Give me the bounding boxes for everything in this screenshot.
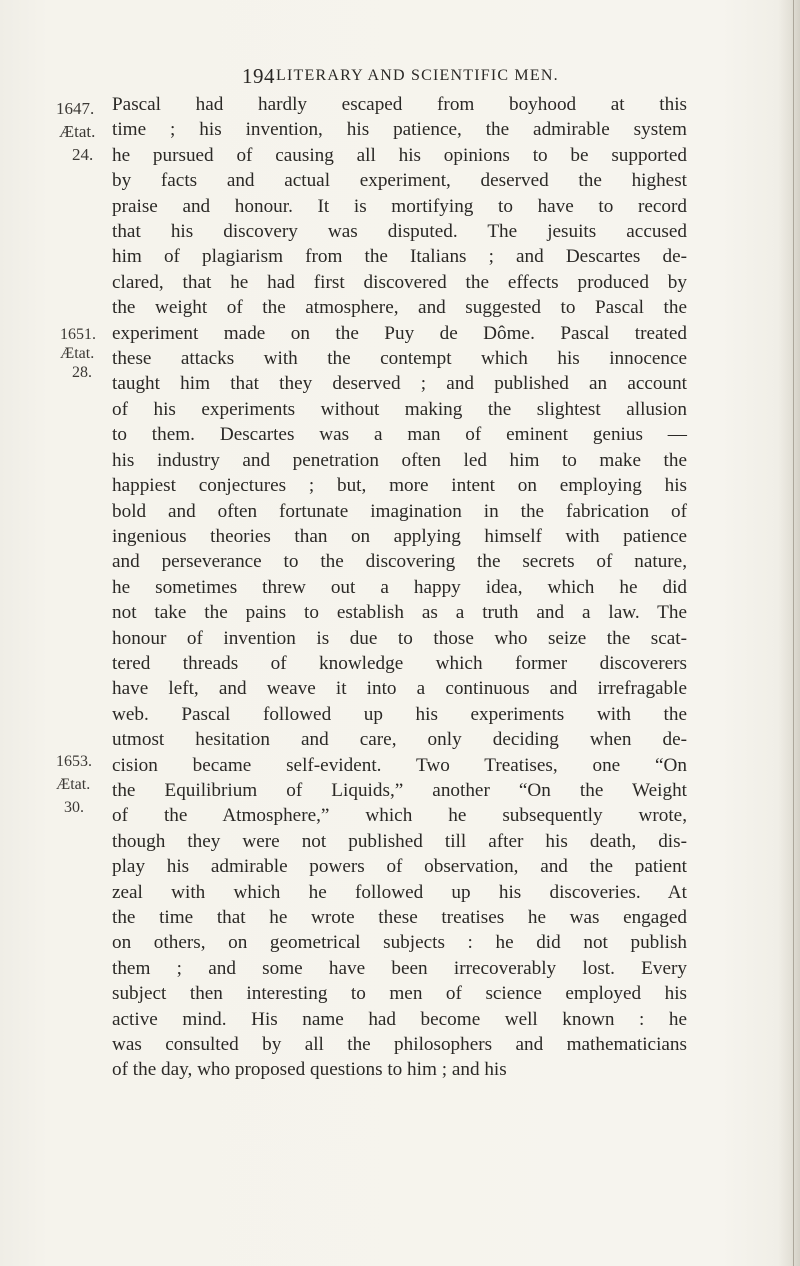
body-line: of the Atmosphere,” which he subsequently wrote, [112, 805, 687, 827]
body-line: he sometimes threw out a happy idea, which he did [112, 576, 687, 598]
page-edge-line [793, 0, 794, 1266]
margin-note-1651 [60, 325, 96, 382]
body-line: praise and honour. It is mortifying to have to record [112, 195, 687, 217]
margin-note-year: 1653. [56, 753, 92, 770]
page-number: 194 [242, 64, 275, 88]
body-line: of his experiments without making the slightest allusion [112, 398, 687, 420]
margin-note-age: 24. [72, 145, 94, 164]
body-line: and perseverance to the discovering the secrets of nature, [112, 551, 687, 573]
body-line: the time that he wrote these treatises he was engaged [112, 907, 687, 928]
body-line: of the day, who proposed questions to him ; and his [112, 1059, 507, 1081]
page-edge-shadow [778, 0, 800, 1266]
body-line: them ; and some have been irrecoverably lost. Every [112, 957, 687, 979]
body-line: by facts and actual experiment, deserved the highest [112, 170, 687, 192]
running-title: LITERARY AND SCIENTIFIC MEN. [276, 67, 559, 84]
body-line: time ; his invention, his patience, the admirable system [112, 119, 687, 141]
body-line: Pascal had hardly escaped from boyhood at this [112, 94, 687, 115]
margin-note-aetat: Ætat. [59, 122, 96, 141]
body-line: taught him that they deserved ; and published an account [112, 373, 687, 395]
body-line: he pursued of causing all his opinions to be supported [112, 144, 687, 166]
margin-note-aetat: Ætat. [60, 345, 95, 362]
body-text [112, 92, 687, 1083]
body-line: experiment made on the Puy de Dôme. Pascal treated [112, 322, 687, 344]
margin-note-age: 28. [72, 364, 92, 381]
body-line: on others, on geometrical subjects : he did not publish [112, 932, 687, 954]
body-line: tered threads of knowledge which former discoverers [112, 652, 687, 674]
margin-note-age: 30. [64, 799, 84, 816]
body-line: honour of invention is due to those who seize the scat- [112, 627, 687, 649]
body-line: active mind. His name had become well known : he [112, 1008, 687, 1030]
body-line: web. Pascal followed up his experiments with the [112, 703, 687, 725]
body-line: clared, that he had first discovered the effects produced by [112, 271, 687, 293]
body-line: happiest conjectures ; but, more intent on employing his [112, 475, 687, 497]
body-line: cision became self-evident. Two Treatises, one “On [112, 754, 687, 776]
body-line: zeal with which he followed up his discoveries. At [112, 881, 687, 903]
running-head [0, 64, 800, 90]
body-line: have left, and weave it into a continuous and irrefragable [112, 678, 687, 700]
body-line: ingenious theories than on applying himself with patience [112, 525, 687, 547]
body-line: that his discovery was disputed. The jesuits accused [112, 221, 687, 243]
body-line: the Equilibrium of Liquids,” another “On the Weight [112, 779, 687, 801]
body-line: play his admirable powers of observation, and the patient [112, 856, 687, 878]
body-line: his industry and penetration often led him to make the [112, 449, 687, 471]
margin-note-1653 [56, 750, 92, 819]
body-line: to them. Descartes was a man of eminent genius — [112, 424, 687, 446]
body-line: utmost hesitation and care, only deciding when de- [112, 729, 687, 751]
body-line: these attacks with the contempt which his innocence [112, 348, 687, 370]
body-line: was consulted by all the philosophers and mathematicians [112, 1034, 687, 1056]
body-line: him of plagiarism from the Italians ; and Descartes de- [112, 246, 687, 268]
margin-note-1647 [56, 97, 95, 166]
body-line: not take the pains to establish as a truth and a law. The [112, 602, 687, 624]
margin-note-year: 1647. [56, 99, 95, 118]
body-line: though they were not published till after his death, dis- [112, 830, 687, 852]
margin-note-year: 1651. [60, 326, 96, 343]
body-line: bold and often fortunate imagination in the fabrication of [112, 500, 687, 522]
body-line: subject then interesting to men of science employed his [112, 983, 687, 1005]
body-line: the weight of the atmosphere, and suggested to Pascal the [112, 297, 687, 319]
margin-note-aetat: Ætat. [56, 776, 91, 793]
